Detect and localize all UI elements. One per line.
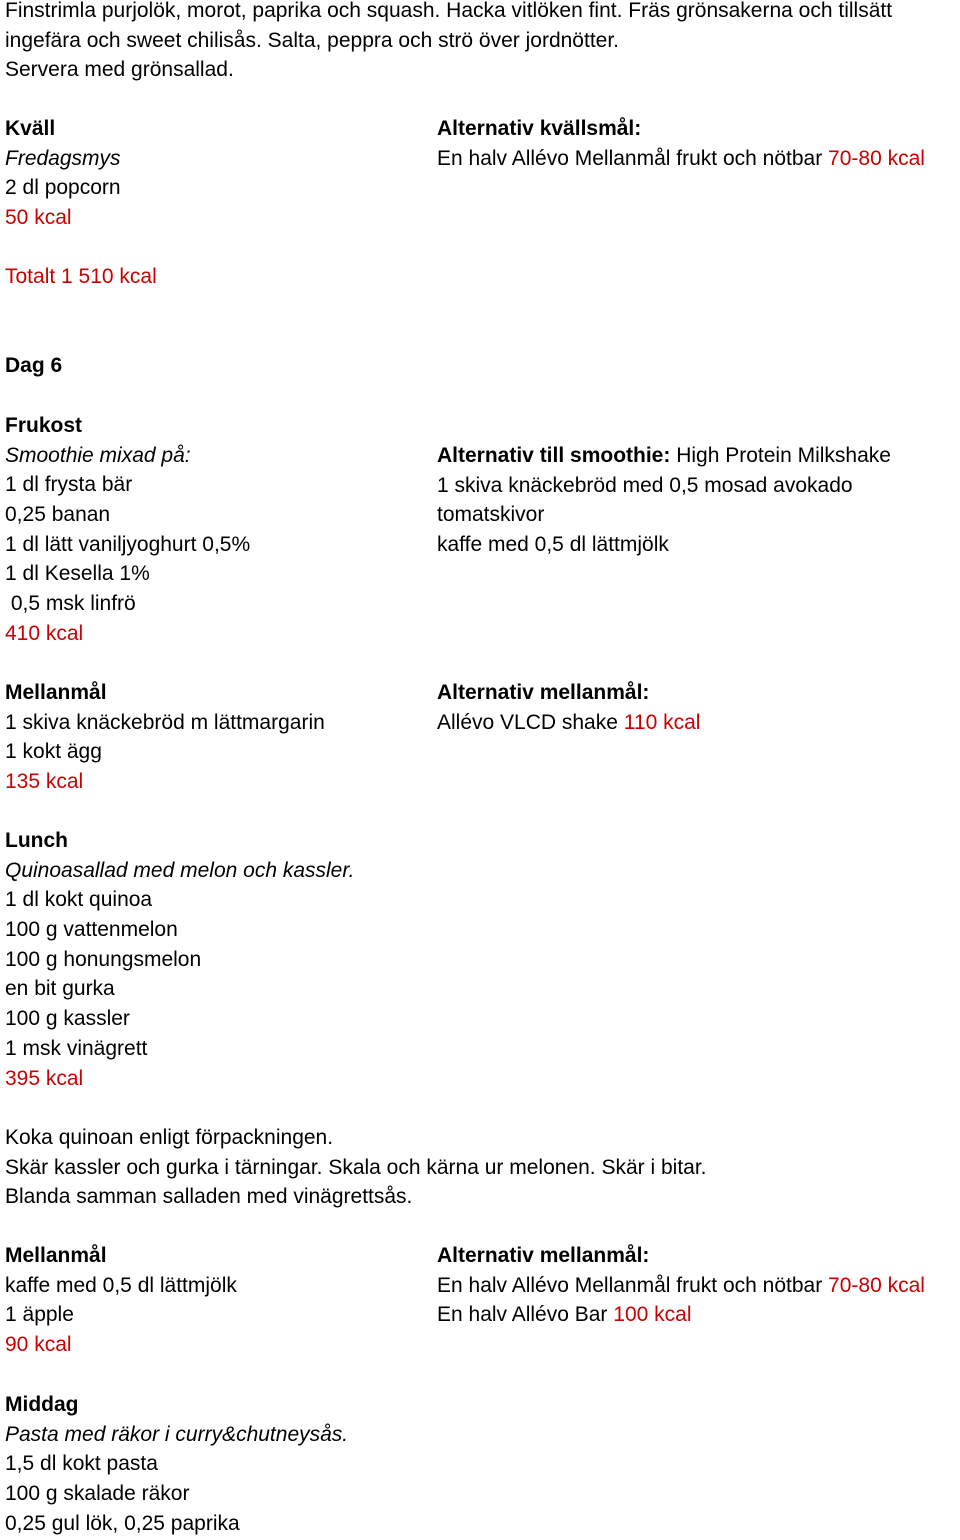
middag-section	[5, 1390, 348, 1538]
mellanmal2-alt-text: En halv Allévo Mellanmål frukt och nötbar	[437, 1273, 823, 1297]
kvall-dish: Fredagsmys	[5, 146, 121, 170]
instruction-line: Blanda samman salladen med vinägrettsås.	[5, 1185, 413, 1209]
lunch-item: 1 msk vinägrett	[5, 1036, 148, 1060]
mellanmal1-heading: Mellanmål	[5, 681, 107, 704]
lunch-instructions	[5, 1123, 707, 1212]
frukost-item: 0,25 banan	[5, 503, 111, 527]
mellanmal2-alt-kcal: 70-80 kcal	[828, 1273, 925, 1297]
frukost-section	[5, 411, 250, 649]
day-heading: Dag 6	[5, 354, 63, 377]
intro-paragraph	[5, 0, 892, 85]
frukost-alt-heading-line	[437, 441, 891, 471]
lunch-dish: Quinoasallad med melon och kassler.	[5, 858, 355, 882]
kvall-alt-kcal: 70-80 kcal	[828, 146, 925, 170]
middag-heading: Middag	[5, 1393, 79, 1416]
frukost-alt-product: High Protein Milkshake	[670, 444, 891, 467]
middag-dish: Pasta med räkor i curry&chutneysås.	[5, 1422, 349, 1446]
mellanmal2-alt-heading: Alternativ mellanmål:	[437, 1244, 650, 1267]
intro-line: Servera med grönsallad.	[5, 58, 234, 82]
mellanmal2-heading: Mellanmål	[5, 1244, 107, 1267]
frukost-item: 0,5 msk linfrö	[5, 592, 136, 616]
lunch-section	[5, 826, 354, 1093]
lunch-kcal: 395 kcal	[5, 1066, 84, 1090]
frukost-heading: Frukost	[5, 414, 83, 437]
mellanmal1-alt-line	[437, 708, 700, 738]
mellanmal1-alt-heading: Alternativ mellanmål:	[437, 681, 650, 704]
kvall-alt-text: En halv Allévo Mellanmål frukt och nötbar	[437, 146, 823, 170]
kvall-heading: Kväll	[5, 117, 56, 140]
frukost-alt-heading: Alternativ till smoothie:	[437, 444, 671, 467]
mellanmal1-item: 1 kokt ägg	[5, 740, 102, 764]
instruction-line: Skär kassler och gurka i tärningar. Skala och kärna ur melonen. Skär i bitar.	[5, 1155, 707, 1179]
kvall-alt-line	[437, 144, 925, 174]
kvall-alt-heading: Alternativ kvällsmål:	[437, 117, 642, 140]
lunch-item: 100 g vattenmelon	[5, 918, 178, 942]
mellanmal1-alt-text: Allévo VLCD shake	[437, 710, 618, 734]
kvall-alternative	[437, 114, 925, 173]
lunch-item: 100 g kassler	[5, 1007, 130, 1031]
lunch-item: en bit gurka	[5, 977, 115, 1001]
mellanmal2-alt-line	[437, 1300, 925, 1330]
mellanmal2-alt-kcal: 100 kcal	[613, 1303, 692, 1327]
mellanmal2-alt-line	[437, 1271, 925, 1301]
mellanmal1-alt-kcal: 110 kcal	[623, 710, 701, 734]
frukost-alt-item: 1 skiva knäckebröd med 0,5 mosad avokado	[437, 473, 853, 497]
frukost-alt-item: kaffe med 0,5 dl lättmjölk	[437, 533, 669, 557]
middag-item: 100 g skalade räkor	[5, 1482, 190, 1506]
mellanmal2-alt-text: En halv Allévo Bar	[437, 1303, 608, 1327]
frukost-kcal: 410 kcal	[5, 621, 84, 645]
intro-line: ingefära och sweet chilisås. Salta, peppra och strö över jordnötter.	[5, 28, 620, 52]
intro-line: Finstrimla purjolök, morot, paprika och squash. Hacka vitlöken fint. Fräs grönsakerna och tillsätt	[5, 0, 893, 22]
mellanmal1-section	[5, 678, 325, 797]
kvall-item: 2 dl popcorn	[5, 176, 121, 200]
mellanmal1-kcal: 135 kcal	[5, 770, 84, 794]
total-section	[5, 262, 157, 292]
lunch-heading: Lunch	[5, 829, 68, 852]
mellanmal2-alternative	[437, 1241, 925, 1330]
mellanmal2-kcal: 90 kcal	[5, 1333, 72, 1357]
frukost-dish: Smoothie mixad på:	[5, 443, 191, 467]
lunch-item: 100 g honungsmelon	[5, 947, 202, 971]
mellanmal2-section	[5, 1241, 237, 1360]
frukost-item: 1 dl lätt vaniljyoghurt 0,5%	[5, 532, 251, 556]
frukost-item: 1 dl frysta bär	[5, 473, 133, 497]
frukost-item: 1 dl Kesella 1%	[5, 562, 150, 586]
instruction-line: Koka quinoan enligt förpackningen.	[5, 1126, 334, 1149]
lunch-item: 1 dl kokt quinoa	[5, 888, 153, 912]
mellanmal2-item: 1 äpple	[5, 1303, 74, 1327]
kvall-section	[5, 114, 121, 233]
middag-item: 1,5 dl kokt pasta	[5, 1452, 158, 1476]
middag-item: 0,25 gul lök, 0,25 paprika	[5, 1511, 240, 1535]
mellanmal1-alternative	[437, 678, 700, 737]
frukost-alt-item: tomatskivor	[437, 503, 545, 527]
mellanmal1-item: 1 skiva knäckebröd m lättmargarin	[5, 710, 325, 734]
total-kcal: Totalt 1 510 kcal	[5, 265, 157, 288]
kvall-kcal: 50 kcal	[5, 206, 72, 230]
mellanmal2-item: kaffe med 0,5 dl lättmjölk	[5, 1273, 237, 1297]
frukost-alternative	[437, 441, 891, 560]
day-section	[5, 351, 62, 381]
